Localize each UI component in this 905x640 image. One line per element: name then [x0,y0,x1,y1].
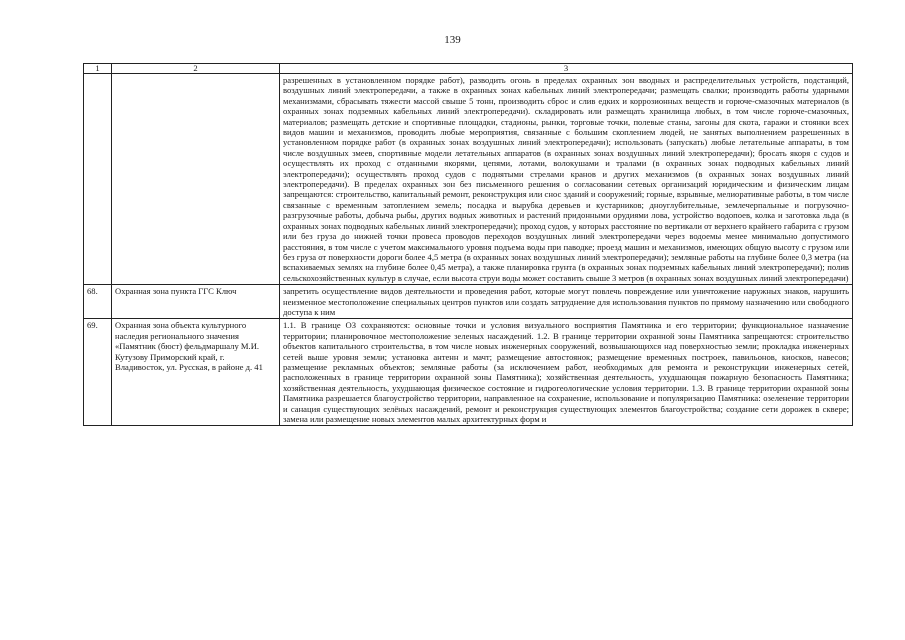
table-row [84,319,853,426]
row-number [84,74,112,285]
table-row-continuation [84,74,853,285]
row-number: 69. [84,319,112,426]
column-header-restrictions: 3 [280,64,853,74]
row-zone-name [112,74,280,285]
table-header-row [84,64,853,74]
document-table [83,63,853,426]
row-zone-name: Охранная зона объекта культурного наследия регионального значения «Памятник (бюст) фельдмаршалу М.И. Кутузову Приморский край, г. Владивосток, ул. Русская, в районе д. 41 [112,319,280,426]
column-header-number: 1 [84,64,112,74]
table-row [84,285,853,319]
row-restrictions-text: 1.1. В границе ОЗ сохраняются: основные точки и условия визуального восприятия Памятника и его территории; функциональное назначение территории; планировочное местоположение зеленых насаждений. 1.2. В границе территории охранной зоны Памятника запрещаются: строительство объектов капитального строительства, в том числе новых инженерных сооружений, возвышающихся над поверхностью земли; прокладка инженерных сетей выше уровня земли; установка антенн и мачт; размещение автостоянок; размещение временных построек, павильонов, киосков, навесов; размещение рекламных объектов; земляные работы (за исключением работ, необходимых для ремонта и реконструкции инженерных сетей, расположенных в границе территории охранной зоны Памятника); хозяйственная деятельность, ухудшающая пожарную безопасность Памятника; хозяйственная деятельность, ухудшающая физическое состояние и гидрогеологические условия территории. 1.3. В границе территории охранной зоны Памятника разрешается благоустройство территории, направленное на сохранение, использование и популяризацию Памятника: озеленение территории и санация существующих зелёных насаждений, ремонт и реконструкция существующих элементов благоустройства; создание сети дорожек в сквере; замена или размещение новых элементов малых архитектурных форм и [280,319,853,426]
row-zone-name: Охранная зона пункта ГГС Ключ [112,285,280,319]
row-number: 68. [84,285,112,319]
row-restrictions-text: запретить осуществление видов деятельности и проведения работ, которые могут повлечь повреждение или уничтожение наружных знаков, нарушить неизменное местоположение специальных центров пунктов или создать затруднение для использования пунктов по прямому назначению или свободного доступа к ним [280,285,853,319]
row-restrictions-text: разрешенных в установленном порядке работ), разводить огонь в пределах охранных зон вводных и распределительных устройств, подстанций, воздушных линий электропередачи, а также в охранных зонах кабельных линий электропередачи; размещать свалки; производить работы ударными механизмами, сбрасывать тяжести массой свыше 5 тонн, производить сброс и слив едких и коррозионных веществ и горюче-смазочных материалов (в охранных зонах подземных кабельных линий электропередачи). складировать или размещать хранилища любых, в том числе горюче-смазочных, материалов; размещать детские и спортивные площадки, стадионы, рынки, торговые точки, полевые станы, загоны для скота, гаражи и стоянки всех видов машин и механизмов, проводить любые мероприятия, связанные с большим скоплением людей, не занятых выполнением разрешенных в установленном порядке работ (в охранных зонах воздушных линий электропередачи); использовать (запускать) любые летательные аппараты, в том числе воздушных змеев, спортивные модели летательных аппаратов (в охранных зонах воздушных линий электропередачи); бросать якоря с судов и осуществлять их проход с отданными якорями, цепями, лотами, волокушами и тралами (в охранных зонах подводных кабельных линий электропередачи); осуществлять проход судов с поднятыми стрелами кранов и других механизмов (в охранных зонах воздушных линий электропередачи). В пределах охранных зон без письменного решения о согласовании сетевых организаций юридическим и физическим лицам запрещаются: строительство, капитальный ремонт, реконструкция или снос зданий и сооружений; горные, взрывные, мелиоративные работы, в том числе связанные с временным затоплением земель; посадка и вырубка деревьев и кустарников; дноуглубительные, землечерпальные и погрузочно-разгрузочные работы, добыча рыбы, других водных животных и растений придонными орудиями лова, устройство водопоев, колка и заготовка льда (в охранных зонах подводных кабельных линий электропередачи); проход судов, у которых расстояние по вертикали от верхнего крайнего габарита с грузом или без груза до нижней точки провеса проводов переходов воздушных линий электропередачи через водоемы менее минимально допустимого расстояния, в том числе с учетом максимального уровня подъема воды при паводке; проезд машин и механизмов, имеющих общую высоту с грузом или без груза от поверхности дороги более 4,5 метра (в охранных зонах воздушных линий электропередачи); земляные работы на глубине более 0,3 метра (на вспахиваемых землях на глубине более 0,45 метра), а также планировка грунта (в охранных зонах подземных кабельных линий электропередачи); полив сельскохозяйственных культур в случае, если высота струи воды может составить свыше 3 метров (в охранных зонах воздушных линий электропередачи) [280,74,853,285]
page-number: 139 [444,34,461,46]
column-header-name: 2 [112,64,280,74]
